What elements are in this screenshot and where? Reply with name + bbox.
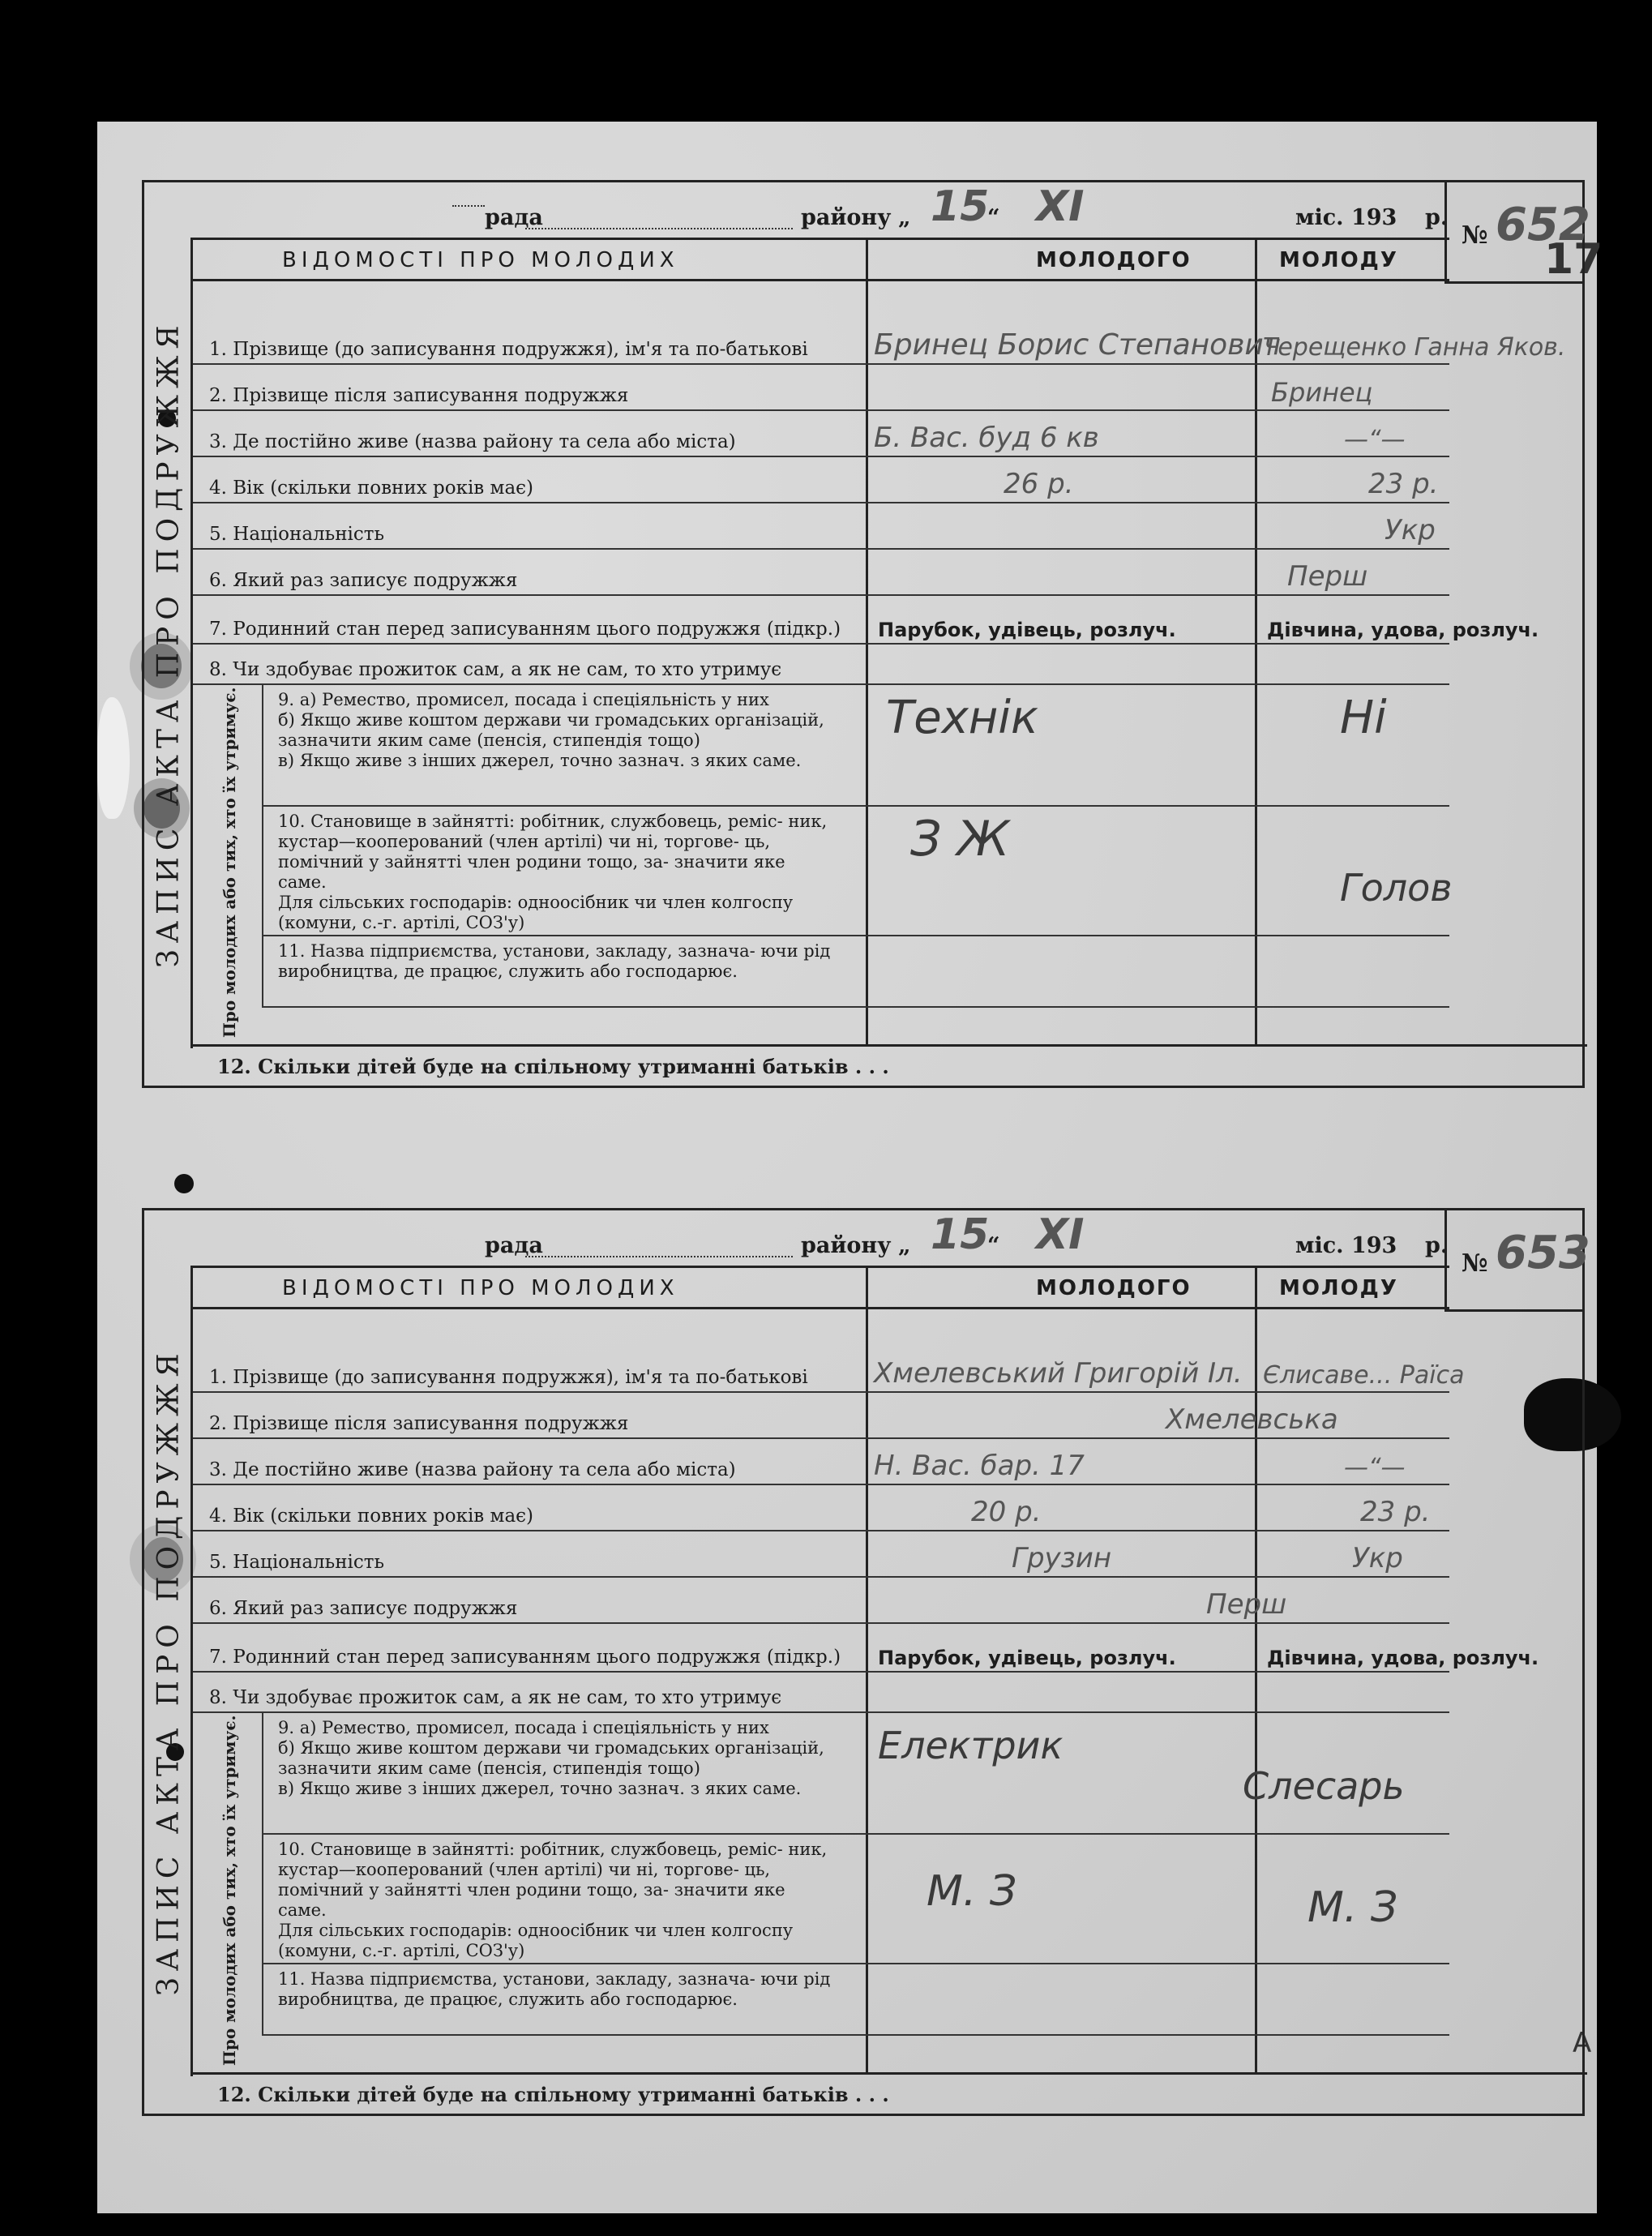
children-row: 12. Скільки дітей буде на спільному утриманні батьків . . . xyxy=(193,1044,1587,1086)
subsection-label: Про молодих або тих, хто їх утримує. xyxy=(220,1715,239,2066)
record-number-value: 652 xyxy=(1496,199,1590,251)
row-residence: 3. Де постійно живе (назва району та села або міста) Б. Вас. буд 6 кв —“— xyxy=(193,409,1449,457)
row-marital-status: 7. Родинний стан перед записуванням цього подружжя (підкр.) Парубок, удівець, розлуч. Дівчина, удова, розлуч. xyxy=(193,1622,1449,1673)
form-grid xyxy=(193,1266,1539,2079)
groom-column-header: МОЛОДОГО xyxy=(1036,1276,1192,1300)
row-nationality: 5. Національність Грузин Укр xyxy=(193,1530,1449,1578)
row-livelihood: 8. Чи здобуває прожиток сам, а як не сам, то хто утримує xyxy=(193,643,1449,685)
marriage-record-form-1 xyxy=(142,180,1590,1088)
row-new-surname: 2. Прізвище після записування подружжя Хмелевська xyxy=(193,1391,1449,1439)
row-nationality: 5. Національність Укр xyxy=(193,502,1449,550)
date-month: XI xyxy=(1036,1210,1085,1259)
month-label: міс. 193 xyxy=(1295,1233,1397,1258)
subsection-label: Про молодих або тих, хто їх утримує. xyxy=(220,687,239,1038)
raionu-label: району xyxy=(801,205,892,230)
rada-label: рада xyxy=(485,1233,543,1258)
record-number-label: № xyxy=(1462,1249,1488,1278)
record-number-label: № xyxy=(1462,221,1488,250)
marriage-record-form-2 xyxy=(142,1208,1590,2116)
year-suffix: р. xyxy=(1425,205,1449,230)
year-suffix: р. xyxy=(1425,1233,1449,1258)
block-occupation: 9. а) Ремество, промисел, посада і спеціяльність у них б) Якщо живе коштом держави чи громадських організацій, зазначити яким саме (пенсія, стипендія тощо) в) Якщо живе з інших джерел, точно зазнач. з яких саме. Електрик Слесарь xyxy=(262,1711,1449,1835)
block-occupation: 9. а) Ремество, промисел, посада і спеціяльність у них б) Якщо живе коштом держави чи громадських організацій, зазначити яким саме (пенсія, стипендія тощо) в) Якщо живе з інших джерел, точно зазнач. з яких саме. Технік Ні xyxy=(262,683,1449,807)
row-marriage-count: 6. Який раз записує подружжя Перш xyxy=(193,548,1449,596)
form-header xyxy=(144,182,1449,239)
row-age: 4. Вік (скільки повних років має) 20 р. 23 р. xyxy=(193,1484,1449,1531)
columns-header xyxy=(193,240,1449,281)
quote-close: “ xyxy=(987,205,1000,230)
margin-mark-top: 17 xyxy=(1544,235,1603,284)
row-marital-status: 7. Родинний стан перед записуванням цього подружжя (підкр.) Парубок, удівець, розлуч. Дівчина, удова, розлуч. xyxy=(193,594,1449,645)
quote-open: „ xyxy=(898,1233,911,1258)
row-surname: 1. Прізвище (до записування подружжя), ім'я та по-батькові Хмелевський Григорій Іл. Єлисаве... Раїса xyxy=(193,1307,1449,1393)
row-new-surname: 2. Прізвище після записування подружжя Бринец xyxy=(193,363,1449,411)
date-day: 15 xyxy=(931,182,990,231)
date-day: 15 xyxy=(931,1210,990,1259)
row-marriage-count: 6. Який раз записує подружжя Перш xyxy=(193,1576,1449,1624)
record-number-box xyxy=(1444,182,1590,284)
record-number-box xyxy=(1444,1210,1590,1312)
rada-label: рада xyxy=(485,205,543,230)
side-title-column xyxy=(144,238,193,1048)
month-label: міс. 193 xyxy=(1295,205,1397,230)
row-age: 4. Вік (скільки повних років має) 26 р. 23 р. xyxy=(193,456,1449,503)
row-residence: 3. Де постійно живе (назва району та села або міста) Н. Вас. бар. 17 —“— xyxy=(193,1437,1449,1485)
quote-open: „ xyxy=(898,205,911,230)
form-grid xyxy=(193,238,1566,1051)
side-title: ЗАПИС АКТА ПРО ПОДРУЖЖЯ xyxy=(152,1347,186,1996)
subsection-label-column xyxy=(193,1711,263,2066)
block-employment-status: 10. Становище в зайнятті: робітник, службовець, реміс- ник, кустар—кооперований (член артілі) чи ні, торгове- ць, помічний у зайнятті член родини тощо, за- значити яке саме. Для сільських господарів: одноосібник чи член колгоспу (комуни, с.-г. артілі, СОЗ'у) З Ж Голов xyxy=(262,805,1449,936)
record-number-value: 653 xyxy=(1496,1227,1590,1279)
block-workplace: 11. Назва підприємства, установи, закладу, зазнача- ючи рід виробництва, де працює, служить або господарює. xyxy=(262,935,1449,1008)
raionu-label: району xyxy=(801,1233,892,1258)
form-header xyxy=(144,1210,1449,1267)
info-column-header: ВІДОМОСТІ ПРО МОЛОДИХ xyxy=(282,248,679,272)
bride-column-header: МОЛОДУ xyxy=(1279,248,1398,272)
columns-header xyxy=(193,1268,1449,1309)
row-surname: 1. Прізвище (до записування подружжя), ім'я та по-батькові Бринец Борис Степанович Терещенко Ганна Яков. xyxy=(193,279,1449,365)
quote-close: “ xyxy=(987,1233,1000,1258)
row-livelihood: 8. Чи здобуває прожиток сам, а як не сам, то хто утримує xyxy=(193,1671,1449,1713)
punch-hole xyxy=(174,1174,194,1193)
groom-column-header: МОЛОДОГО xyxy=(1036,248,1192,272)
block-workplace: 11. Назва підприємства, установи, закладу, зазнача- ючи рід виробництва, де працює, служить або господарює. xyxy=(262,1963,1449,2036)
block-employment-status: 10. Становище в зайнятті: робітник, службовець, реміс- ник, кустар—кооперований (член артілі) чи ні, торгове- ць, помічний у зайнятті член родини тощо, за- значити яке саме. Для сільських господарів: одноосібник чи член колгоспу (комуни, с.-г. артілі, СОЗ'у) М. З М. З xyxy=(262,1833,1449,1964)
side-title: ЗАПИС АКТА ПРО ПОДРУЖЖЯ xyxy=(152,319,186,968)
bride-column-header: МОЛОДУ xyxy=(1279,1276,1398,1300)
date-month: XI xyxy=(1036,182,1085,231)
info-column-header: ВІДОМОСТІ ПРО МОЛОДИХ xyxy=(282,1276,679,1300)
side-title-column xyxy=(144,1266,193,2076)
subsection-label-column xyxy=(193,683,263,1038)
children-row: 12. Скільки дітей буде на спільному утриманні батьків . . . xyxy=(193,2072,1587,2114)
margin-mark-bottom: А xyxy=(1573,2027,1592,2059)
